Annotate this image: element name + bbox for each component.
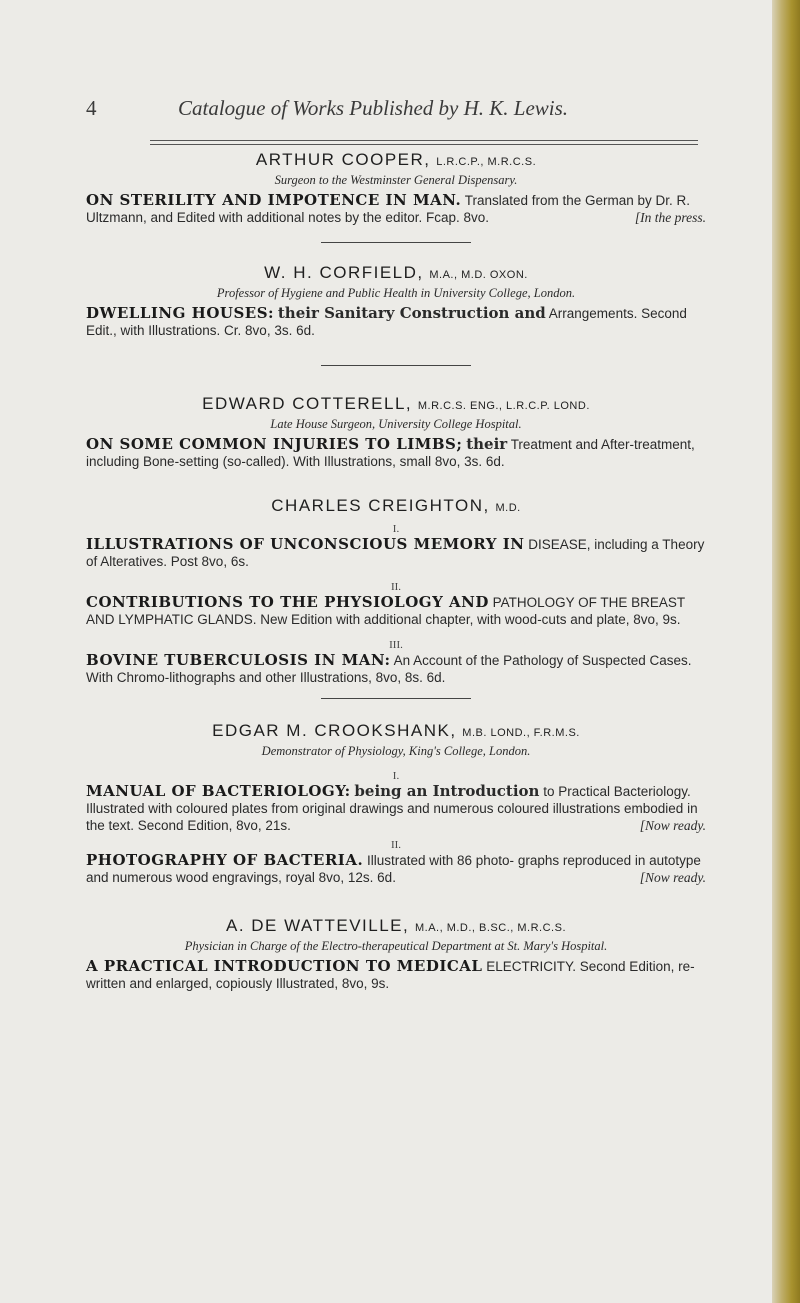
author-heading: [86, 394, 706, 416]
work-description: PATHOLOGY OF THE BREAST AND LYMPHATIC GLANDS. New Edition with additional chapter, with wood-cuts and plate, 8vo, 9s.: [86, 595, 685, 627]
author-name: ARTHUR COOPER,: [255, 150, 431, 169]
author-entry: [86, 721, 706, 886]
roman-numeral: III.: [389, 639, 403, 651]
work-title-continued: their Sanitary Construction and: [277, 304, 546, 322]
work-entry: [86, 192, 706, 226]
work-title-continued: An Account of the: [393, 653, 500, 668]
author-affiliation: Professor of Hygiene and Public Health in University College, London.: [216, 286, 576, 300]
work-title: ILLUSTRATIONS OF UNCONSCIOUS MEMORY IN: [86, 535, 525, 553]
work-description: DISEASE, including a Theory of Alteratives. Post 8vo, 6s.: [86, 537, 705, 569]
author-name: A. DE WATTEVILLE,: [225, 916, 410, 935]
work-status: [In the press.: [634, 210, 706, 225]
work-title: PHOTOGRAPHY OF BACTERIA.: [86, 851, 364, 869]
author-name: EDGAR M. CROOKSHANK,: [212, 721, 457, 740]
author-heading: [86, 263, 706, 285]
section-divider: [321, 365, 471, 366]
work-status: [Now ready.: [639, 870, 706, 885]
catalogue-body: [86, 150, 706, 992]
work-entry: [86, 958, 706, 992]
author-entry: [86, 394, 706, 470]
work-title: ON SOME COMMON INJURIES TO LIMBS;: [86, 435, 463, 453]
author-heading: [86, 721, 706, 743]
work-description: to Practical Bacteriology. Illustrated with coloured plates from original drawings and numerous coloured illustrations embodied in the text. Second Edition, 8vo, 21s.: [86, 784, 698, 833]
author-degrees: L.R.C.P., M.R.C.S.: [436, 156, 537, 168]
author-name: EDWARD COTTERELL,: [202, 394, 413, 413]
page-number: 4: [86, 96, 97, 120]
roman-numeral: II.: [390, 581, 402, 593]
work-description: Translated from the German by Dr. R. Ultzmann, and Edited with additional notes by the editor. Fcap. 8vo.: [86, 193, 691, 225]
author-affiliation: Surgeon to the Westminster General Dispensary.: [274, 173, 518, 187]
section-divider: [321, 242, 471, 243]
work-title-continued: being an Introduction: [354, 782, 540, 800]
work-entry: [86, 852, 706, 886]
work-description: Treatment and After-treatment, including Bone-setting (so-called). With Illustrations, small 8vo, 3s. 6d.: [86, 437, 695, 469]
work-entry: [86, 536, 706, 570]
running-title: Catalogue of Works Published by H. K. Lewis.: [178, 96, 569, 120]
author-affiliation: Late House Surgeon, University College Hospital.: [270, 417, 522, 431]
work-description: Pathology of Suspected Cases. With Chromo-lithographs and other Illustrations, 8vo, 8s. 6d.: [86, 653, 692, 685]
work-entry: [86, 594, 706, 628]
author-entry: [86, 496, 706, 686]
author-degrees: M.A., M.D., B.SC., M.R.C.S.: [414, 922, 566, 934]
work-title: A PRACTICAL INTRODUCTION TO MEDICAL: [86, 957, 483, 975]
work-title: MANUAL OF BACTERIOLOGY:: [86, 782, 351, 800]
author-affiliation: Demonstrator of Physiology, King's College, London.: [261, 744, 531, 758]
work-entry: [86, 436, 706, 470]
work-status: [Now ready.: [639, 818, 706, 833]
work-title: CONTRIBUTIONS TO THE PHYSIOLOGY AND: [86, 593, 489, 611]
work-description: Arrangements. Second Edit., with Illustrations. Cr. 8vo, 3s. 6d.: [86, 306, 687, 338]
section-divider: [321, 698, 471, 699]
roman-numeral: I.: [392, 523, 400, 535]
work-entry: [86, 652, 706, 686]
work-title-continued: their: [466, 435, 508, 453]
roman-numeral: I.: [392, 770, 400, 782]
author-heading: [86, 916, 706, 938]
work-title: ON STERILITY AND IMPOTENCE IN MAN.: [86, 191, 462, 209]
work-title: DWELLING HOUSES:: [86, 304, 275, 322]
author-name: W. H. CORFIELD,: [264, 263, 424, 282]
work-description: graphs reproduced in autotype and numerous wood engravings, royal 8vo, 12s. 6d.: [86, 853, 701, 885]
header-rule: [150, 140, 698, 145]
author-heading: [86, 496, 706, 518]
author-entry: [86, 263, 706, 339]
work-entry: [86, 305, 706, 339]
work-entry: [86, 783, 706, 834]
work-title: BOVINE TUBERCULOSIS IN MAN:: [86, 651, 391, 669]
author-degrees: M.D.: [495, 502, 521, 514]
author-degrees: M.B. LOND., F.R.M.S.: [462, 727, 580, 739]
roman-numeral: II.: [390, 839, 402, 851]
work-title-continued: Illustrated with 86 photo-: [366, 853, 515, 868]
author-entry: [86, 150, 706, 226]
author-name: CHARLES CREIGHTON,: [271, 496, 490, 515]
author-degrees: M.A., M.D. OXON.: [429, 269, 528, 281]
author-entry: [86, 916, 706, 992]
author-heading: [86, 150, 706, 172]
work-description: ELECTRICITY. Second Edition, re-written and enlarged, copiously Illustrated, 8vo, 9s.: [86, 959, 695, 991]
author-degrees: M.R.C.S. ENG., L.R.C.P. LOND.: [417, 400, 590, 412]
page-edge: [772, 0, 800, 1303]
author-affiliation: Physician in Charge of the Electro-therapeutical Department at St. Mary's Hospital.: [184, 939, 608, 953]
